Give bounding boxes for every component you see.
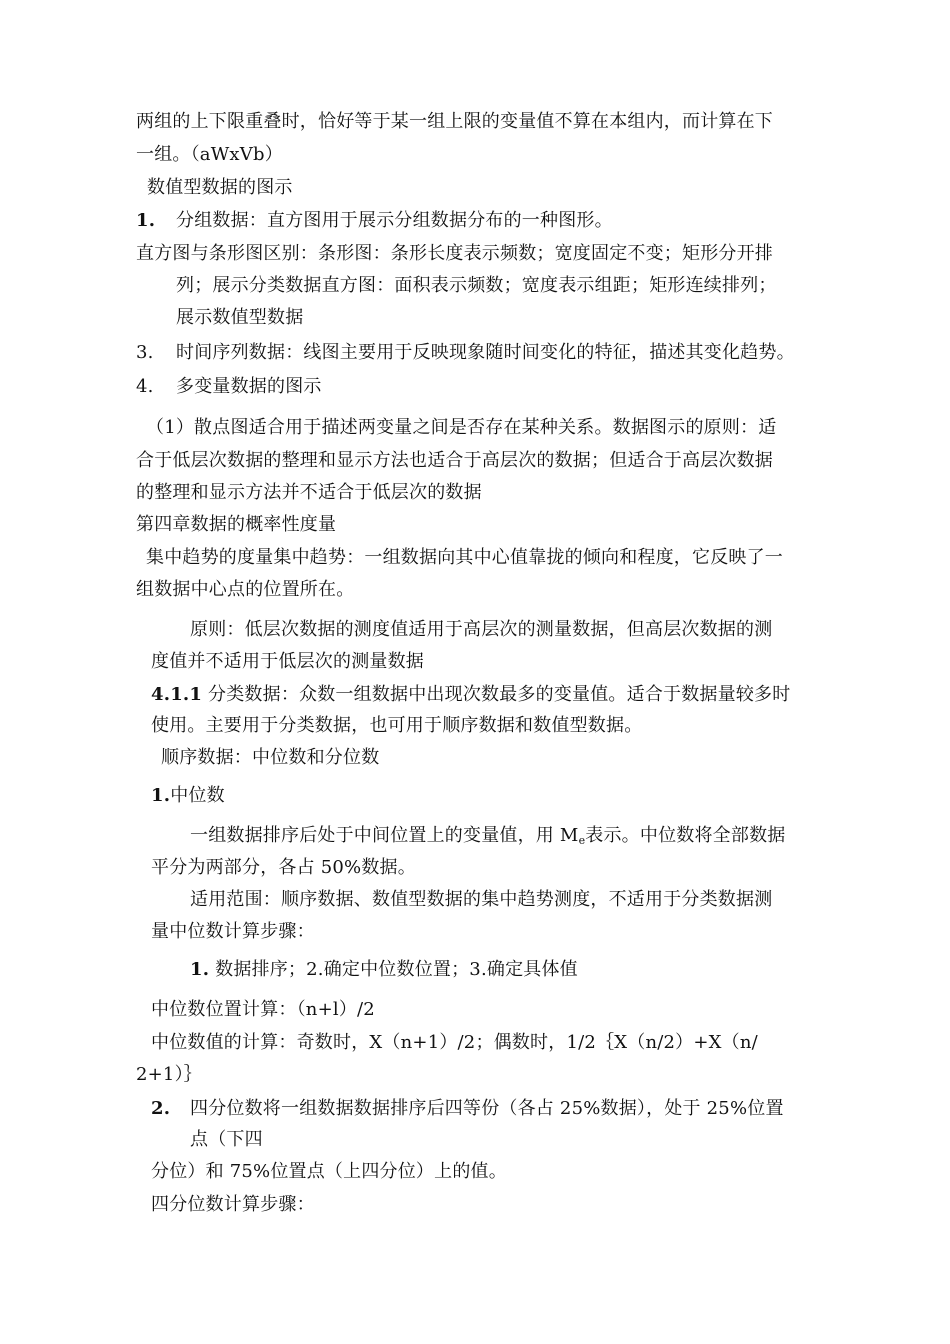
paragraph-line: 适用范围：顺序数据、数值型数据的集中趋势测度，不适用于分类数据测 [190, 889, 773, 910]
list-number: 1. [190, 959, 210, 980]
list-number: 4. [136, 376, 154, 397]
heading-text: 中位数 [170, 785, 225, 806]
paragraph-line: 原则：低层次数据的测度值适用于高层次的测量数据，但高层次数据的测 [190, 619, 773, 640]
paragraph-line: 集中趋势的度量集中趋势：一组数据向其中心值靠拢的倾向和程度，它反映了一 [146, 547, 783, 568]
steps-line [190, 958, 578, 982]
paragraph-line: 四分位数计算步骤： [151, 1194, 315, 1215]
paragraph-line: 合于低层次数据的整理和显示方法也适合于高层次的数据；但适合于高层次数据 [136, 450, 773, 471]
paragraph-line: 组数据中心点的位置所在。 [136, 579, 355, 600]
formula-line: 2+1）｝ [136, 1064, 202, 1085]
section-heading: 顺序数据：中位数和分位数 [161, 747, 380, 768]
paragraph-line: 平分为两部分，各占 50%数据。 [151, 857, 416, 878]
list-number: 1. [136, 210, 156, 231]
formula-line: 中位数值的计算：奇数时，X（n+1）/2；偶数时，1/2｛X（n/2）+X（n/ [151, 1032, 758, 1053]
list-item-text: 时间序列数据：线图主要用于反映现象随时间变化的特征，描述其变化趋势。 [176, 342, 795, 363]
paragraph-line: 展示数值型数据 [176, 307, 304, 328]
subsection-line [151, 683, 790, 707]
formula-line: 中位数位置计算：（n+l）/2 [151, 999, 375, 1020]
section-heading: 数值型数据的图示 [147, 177, 293, 198]
paragraph-line: 两组的上下限重叠时，恰好等于某一组上限的变量值不算在本组内，而计算在下 [136, 111, 773, 132]
chapter-heading: 第四章数据的概率性度量 [136, 514, 337, 535]
paragraph-line: 量中位数计算步骤： [151, 921, 315, 942]
list-number: 3. [136, 342, 154, 363]
paragraph-line: （1）散点图适合用于描述两变量之间是否存在某种关系。数据图示的原则：适 [146, 417, 777, 438]
list-number: 2. [151, 1098, 171, 1119]
paragraph-line: 列；展示分类数据直方图：面积表示频数；宽度表示组距；矩形连续排列； [176, 275, 777, 296]
median-text-cont: 表示。中位数将全部数据 [585, 825, 786, 846]
numbered-heading [151, 784, 225, 808]
subsection-number: 4.1.1 [151, 684, 203, 705]
list-item-text: 多变量数据的图示 [176, 376, 322, 397]
paragraph-line: 度值并不适用于低层次的测量数据 [151, 651, 424, 672]
steps-text: 数据排序；2.确定中位数位置；3.确定具体值 [209, 959, 578, 980]
paragraph-line: 使用。主要用于分类数据，也可用于顺序数据和数值型数据。 [151, 715, 643, 736]
paragraph-line: 分位）和 75%位置点（上四分位）上的值。 [151, 1161, 507, 1182]
paragraph-line: 直方图与条形图区别：条形图：条形长度表示频数；宽度固定不变；矩形分开排 [136, 243, 773, 264]
paragraph-line: 的整理和显示方法并不适合于低层次的数据 [136, 482, 482, 503]
list-item-text: 四分位数将一组数据数据排序后四等份（各占 25%数据），处于 25%位置 [190, 1098, 784, 1119]
list-item-text: 分组数据：直方图用于展示分组数据分布的一种图形。 [176, 210, 613, 231]
paragraph-line [190, 824, 785, 853]
list-item-text: 点（下四 [190, 1129, 263, 1150]
list-number: 1. [151, 785, 171, 806]
subsection-text: 分类数据：众数一组数据中出现次数最多的变量值。适合于数据量较多时 [202, 684, 791, 705]
median-text: 一组数据排序后处于中间位置上的变量值，用 M [190, 825, 579, 846]
median-subscript: e [578, 834, 586, 847]
paragraph-line: 一组。（aWxVb） [136, 144, 283, 165]
